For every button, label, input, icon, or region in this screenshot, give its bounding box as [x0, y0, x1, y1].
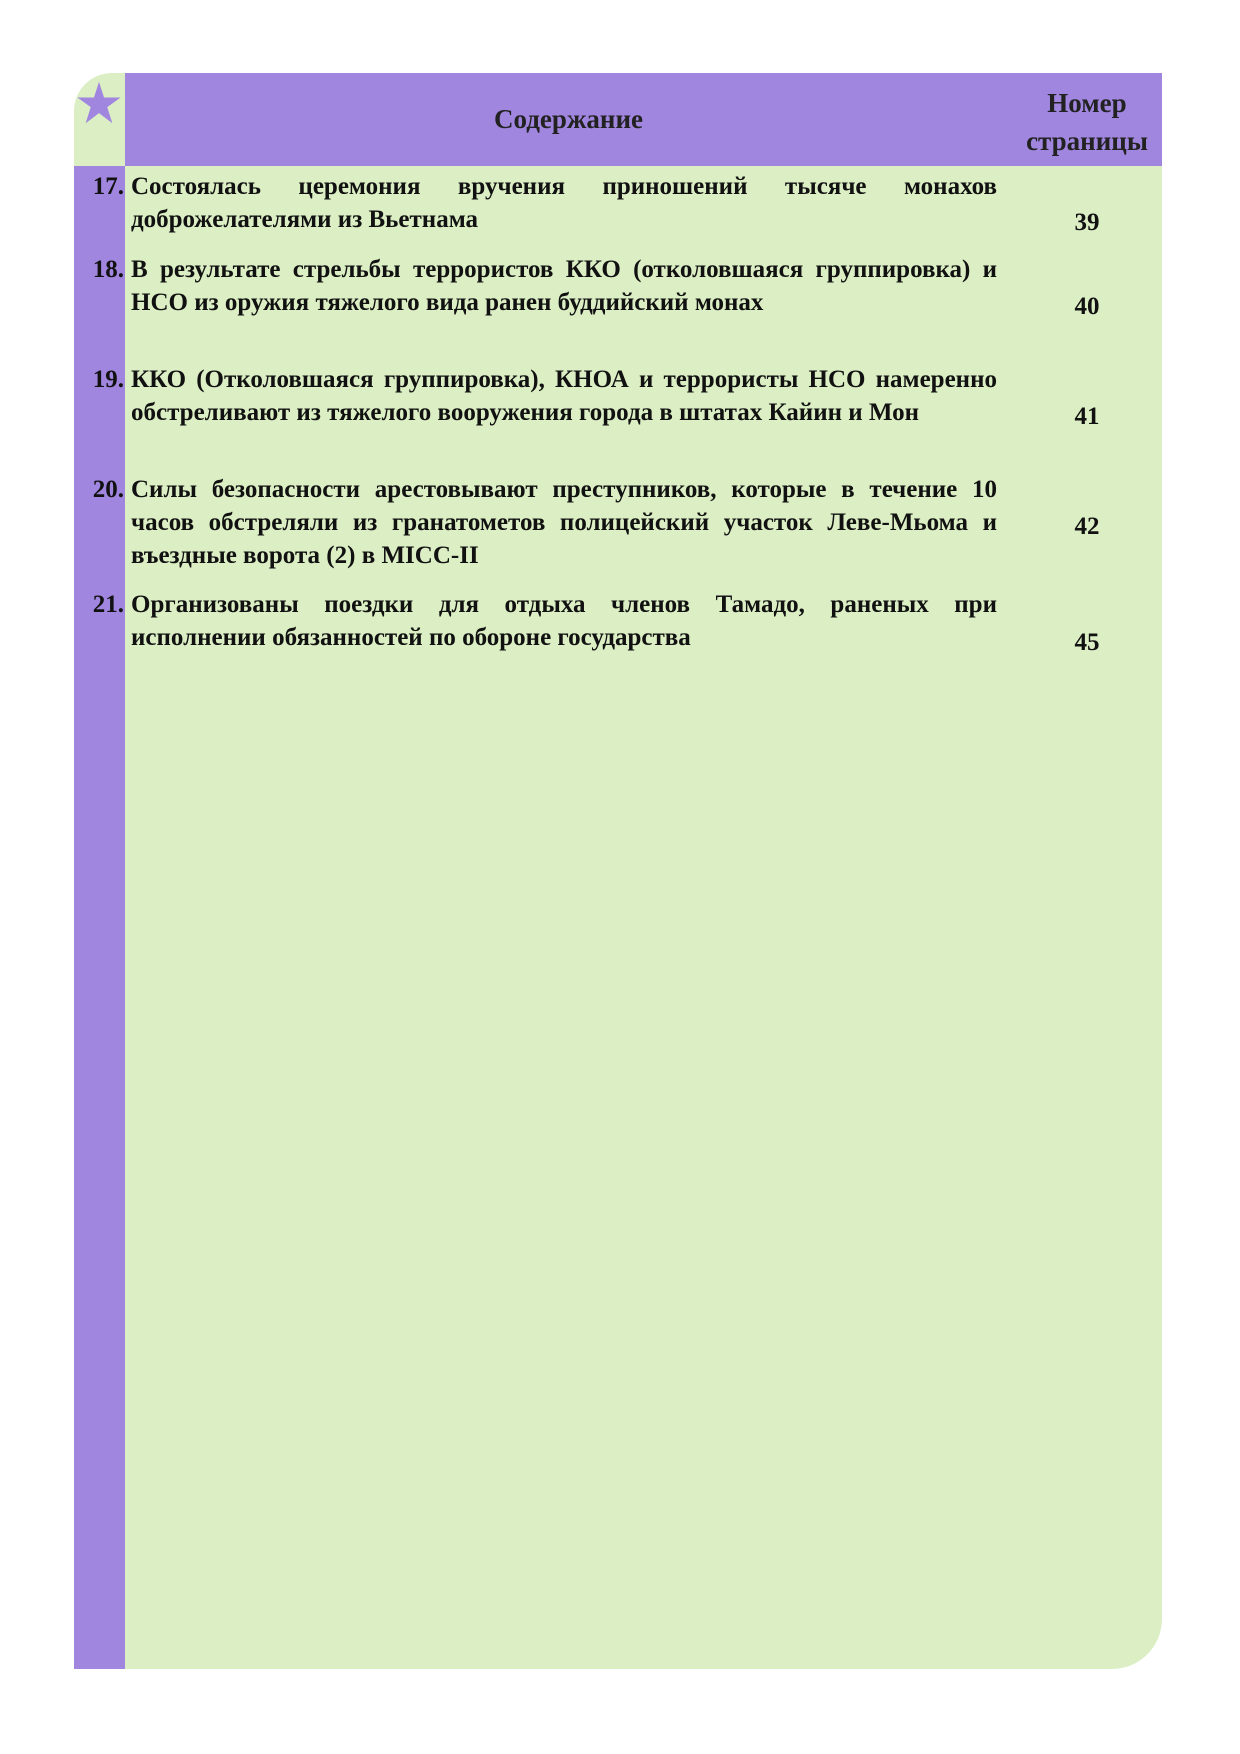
entry-number: 20.	[92, 476, 124, 503]
entry-title: В результате стрельбы террористов ККО (отколовшаяся группировка) и НСО из оружия тяжелого вида ранен буддийский монах	[131, 256, 997, 316]
entry-title: Организованы поездки для отдыха членов Тамадо, раненых при исполнении обязанностей по обороне государства	[131, 591, 997, 651]
entry-title: Состоялась церемония вручения приношений тысяче монахов доброжелателями из Вьетнама	[131, 173, 997, 233]
entry-number: 17.	[92, 173, 124, 200]
star-icon	[76, 77, 122, 129]
entry-number: 21.	[92, 591, 124, 618]
entry-page: 45	[1074, 629, 1100, 656]
entry-page: 42	[1074, 513, 1100, 540]
entry-number: 18.	[92, 256, 124, 283]
entry-number: 19.	[92, 366, 124, 393]
entry-page: 40	[1074, 293, 1100, 320]
entry-title: ККО (Отколовшаяся группировка), КНОА и террористы НСО намеренно обстреливают из тяжелого вооружения города в штатах Кайин и Мон	[131, 366, 997, 426]
page-heading-line2: страницы	[1026, 125, 1148, 156]
entry-page: 41	[1074, 403, 1100, 430]
page-heading-line1: Номер	[1047, 87, 1127, 118]
entry-title: Силы безопасности арестовывают преступников, которые в течение 10 часов обстреляли из гранатометов полицейский участок Леве-Мьома и въездные ворота (2) в МІСС-II	[131, 476, 997, 569]
contents-heading: Содержание	[493, 104, 644, 134]
table-of-contents	[74, 73, 1162, 1669]
page-number-heading	[1012, 77, 1162, 166]
entry-page: 39	[1074, 209, 1100, 236]
